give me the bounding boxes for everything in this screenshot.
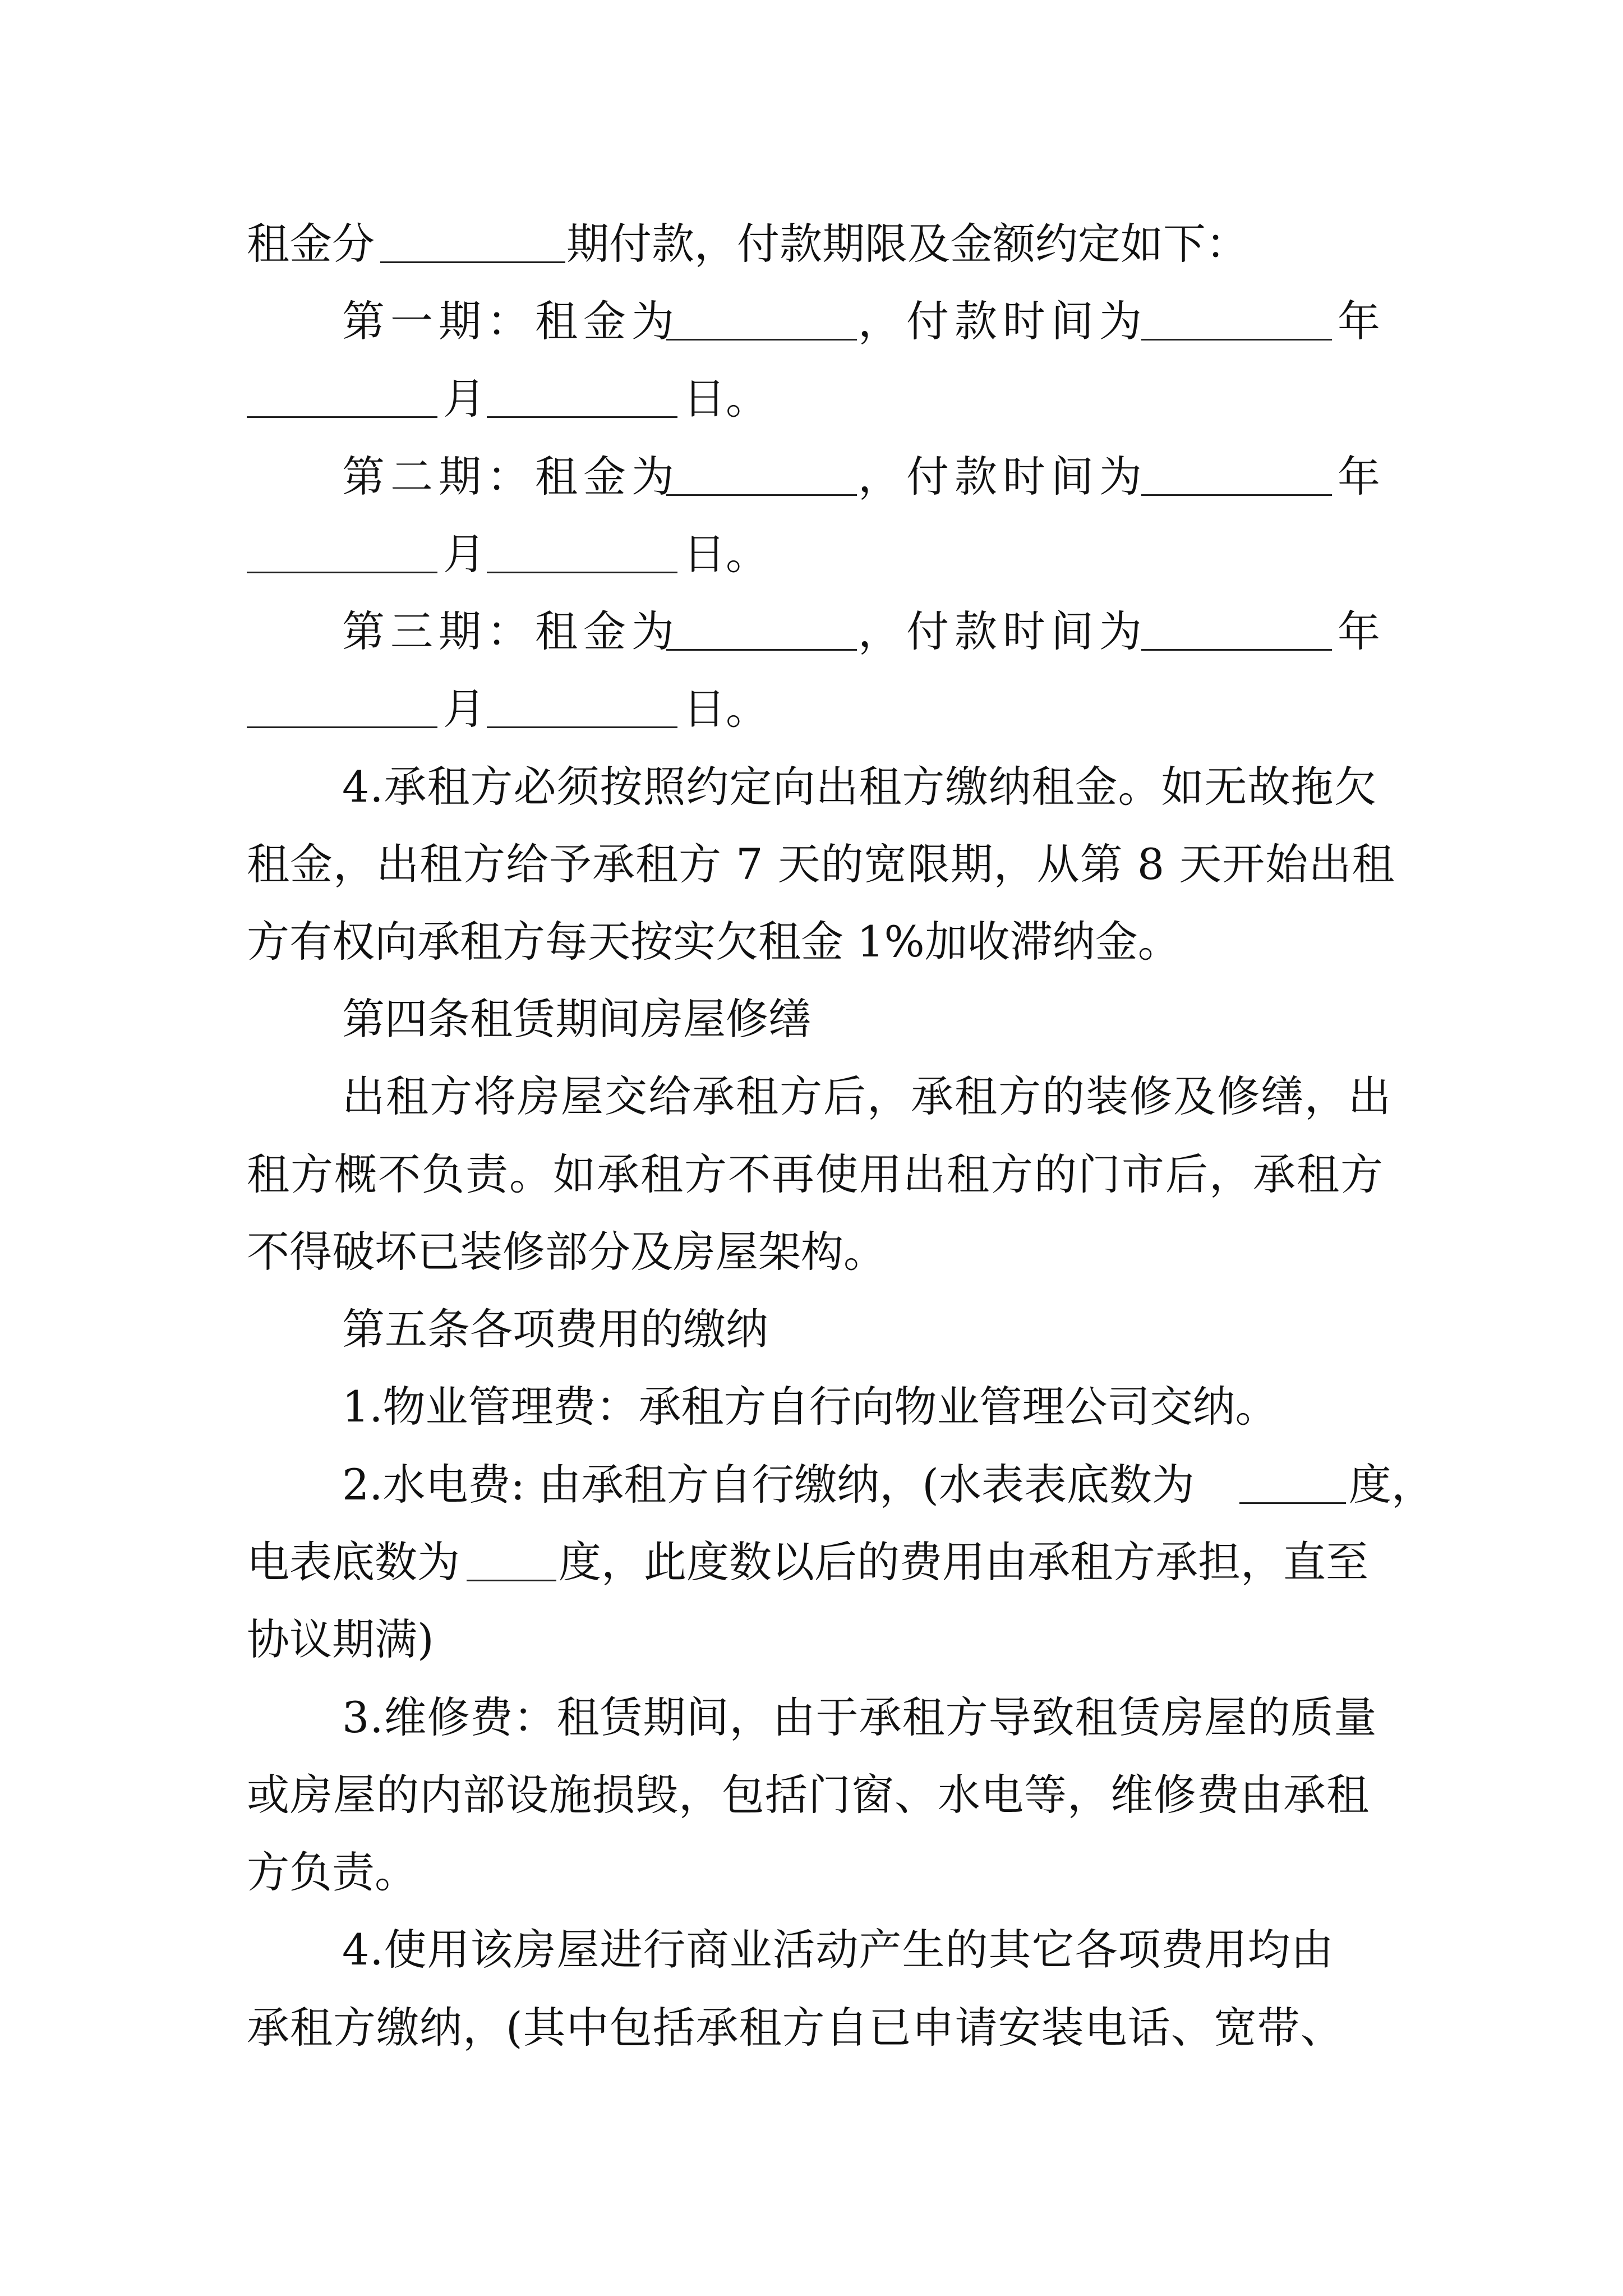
period-1-line: [0, 279, 1623, 364]
period-1-date-line: [0, 357, 1623, 441]
text: 期付款，付款期限及金额约定如下：: [566, 219, 1248, 269]
paragraph-text: 4.承租方必须按照约定向出租方缴纳租金。如无故拖欠: [342, 762, 1377, 812]
day-label: 日。: [683, 374, 768, 424]
period-1-month-blank: [247, 416, 437, 418]
electric-meter-blank: [467, 1580, 556, 1581]
paragraph-text: 租金，出租方给予承租方 7 天的宽限期，从第 8 天开始出租: [247, 839, 1395, 889]
paragraph-text: 2.水电费: 由承租方自行缴纳，(水表表底数为: [342, 1460, 1195, 1510]
month-label: 月: [443, 684, 486, 734]
article-5-item-2-line-3: [0, 1598, 1623, 1682]
rent-installments-line: [0, 202, 1623, 286]
paragraph-text: 方负责。: [247, 1847, 417, 1897]
period-2-date-line: [0, 512, 1623, 596]
period-2-line: [0, 435, 1623, 519]
paragraph-text: 协议期满): [247, 1614, 434, 1664]
year-label: 年: [1338, 452, 1380, 501]
paragraph-text: 承租方缴纳，(其中包括承租方自已申请安装电话、宽带、: [247, 2003, 1344, 2053]
article-5-item-3-line-1: [0, 1676, 1623, 1760]
paragraph-text: 或房屋的内部设施损毁，包括门窗、水电等，维修费由承租: [247, 1770, 1370, 1820]
article-5-item-2-line-2: [0, 1520, 1623, 1604]
article-5-item-4-line-1: [0, 1908, 1623, 1992]
period-3-month-blank: [247, 726, 437, 728]
period-1-label: 第一期：租金为: [342, 296, 680, 346]
period-3-line: [0, 590, 1623, 674]
day-label: 日。: [683, 684, 768, 734]
period-1-day-blank: [487, 416, 677, 418]
article-4-line-2: [0, 1133, 1623, 1217]
text: ，付款时间为: [858, 296, 1147, 346]
period-3-day-blank: [487, 726, 677, 728]
paragraph-text: 度，: [1349, 1460, 1434, 1510]
period-3-label: 第三期：租金为: [342, 606, 680, 656]
article-title: 第五条各项费用的缴纳: [342, 1304, 768, 1354]
article-5-title: [0, 1287, 1623, 1372]
article-5-item-3-line-3: [0, 1830, 1623, 1915]
period-3-amount-blank: [666, 649, 857, 651]
clause-4-line-1: [0, 745, 1623, 829]
paragraph-text: 3.维修费：租赁期间，由于承租方导致租赁房屋的质量: [342, 1692, 1377, 1742]
water-meter-blank: [1239, 1502, 1346, 1504]
text: ，付款时间为: [858, 452, 1147, 501]
article-4-title: [0, 977, 1623, 1061]
period-3-year-blank: [1141, 649, 1332, 651]
clause-4-line-3: [0, 900, 1623, 984]
paragraph-text: 方有权向承租方每天按实欠租金 1%加收滞纳金。: [247, 917, 1181, 967]
text: ，付款时间为: [858, 606, 1147, 656]
day-label: 日。: [683, 529, 768, 579]
text: 租金分: [247, 219, 375, 269]
period-2-day-blank: [487, 572, 677, 573]
period-2-year-blank: [1141, 494, 1332, 496]
article-4-line-1: [0, 1055, 1623, 1139]
month-label: 月: [443, 374, 486, 424]
article-5-item-2-line-1: [0, 1443, 1623, 1527]
paragraph-text: 电表底数为: [247, 1537, 460, 1587]
period-2-amount-blank: [666, 494, 857, 496]
period-1-amount-blank: [666, 339, 857, 341]
paragraph-text: 1.物业管理费：承租方自行向物业管理公司交纳。: [342, 1382, 1278, 1432]
clause-4-line-2: [0, 822, 1623, 907]
article-5-item-1: [0, 1365, 1623, 1449]
paragraph-text: 4.使用该房屋进行商业活动产生的其它各项费用均由: [342, 1925, 1334, 1975]
paragraph-text: 不得破坏已装修部分及房屋架构。: [247, 1227, 886, 1277]
article-4-line-3: [0, 1210, 1623, 1294]
paragraph-text: 租方概不负责。如承租方不再使用出租方的门市后，承租方: [247, 1149, 1384, 1199]
installment-count-blank: [380, 261, 565, 263]
article-title: 第四条租赁期间房屋修缮: [342, 994, 811, 1044]
year-label: 年: [1338, 296, 1380, 346]
article-5-item-4-line-2: [0, 1986, 1623, 2070]
period-2-label: 第二期：租金为: [342, 452, 680, 501]
month-label: 月: [443, 529, 486, 579]
paragraph-text: 出租方将房屋交给承租方后，承租方的装修及修缮，出: [342, 1071, 1392, 1121]
year-label: 年: [1338, 606, 1380, 656]
period-1-year-blank: [1141, 339, 1332, 341]
period-2-month-blank: [247, 572, 437, 573]
article-5-item-3-line-2: [0, 1753, 1623, 1837]
paragraph-text: 度，此度数以后的费用由承租方承担，直至: [559, 1537, 1368, 1587]
period-3-date-line: [0, 667, 1623, 751]
